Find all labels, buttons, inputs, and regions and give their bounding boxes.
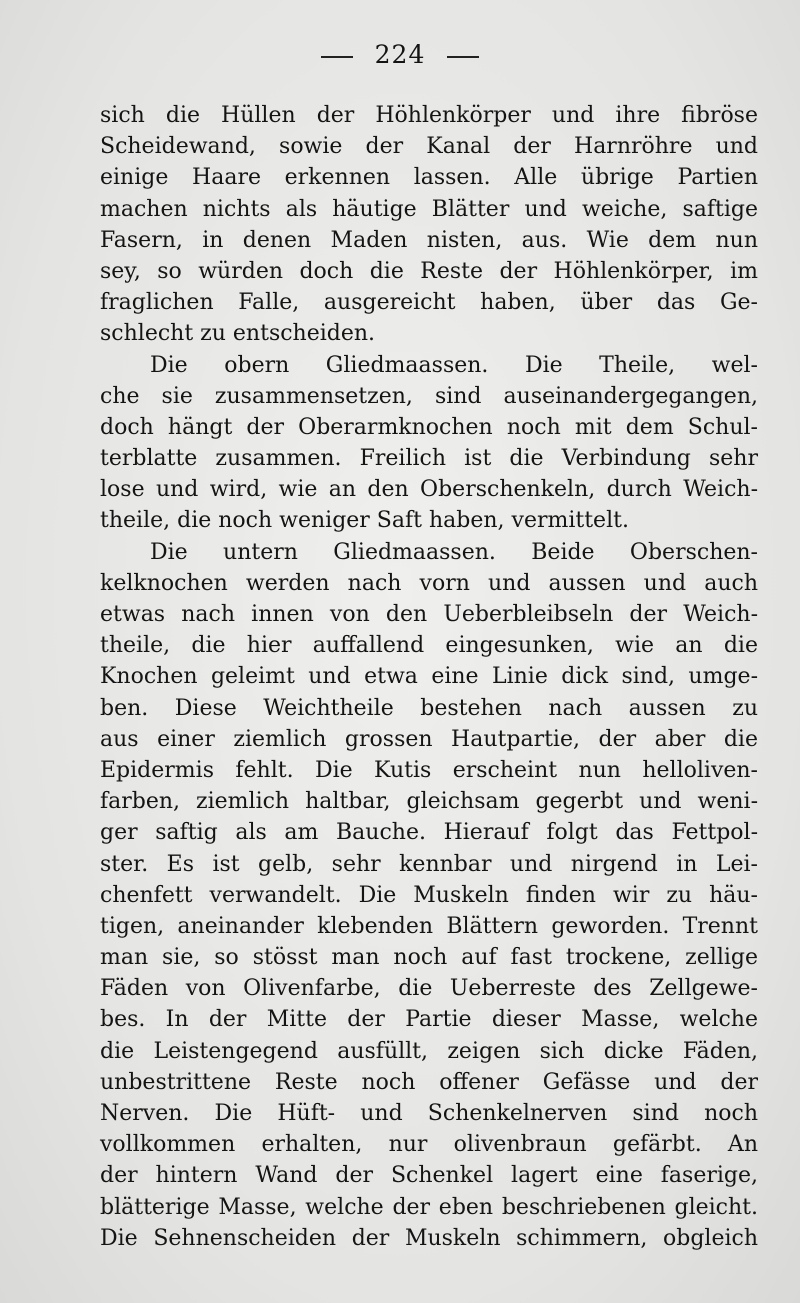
text-line: vollkommen erhalten, nur olivenbraun gefärbt. An bbox=[100, 1132, 758, 1158]
text-line: ben. Diese Weichtheile bestehen nach aussen zu bbox=[100, 695, 758, 721]
text-line: Fäden von Olivenfarbe, die Ueberreste des Zellgewe- bbox=[100, 976, 758, 1002]
text-line: Die Sehnenscheiden der Muskeln schimmern, obgleich bbox=[100, 1225, 758, 1251]
page-number: 224 bbox=[374, 40, 426, 69]
text-line: chenfett verwandelt. Die Muskeln finden wir zu häu- bbox=[100, 882, 758, 908]
text-line: machen nichts als häutige Blätter und weiche, saftige bbox=[100, 196, 758, 222]
text-line: blätterige Masse, welche der eben beschriebenen gleicht. bbox=[100, 1194, 758, 1220]
text-line: Scheidewand, sowie der Kanal der Harnröhre und bbox=[100, 134, 758, 160]
text-line: farben, ziemlich haltbar, gleichsam gegerbt und weni- bbox=[100, 789, 758, 815]
text-line: ster. Es ist gelb, sehr kennbar und nirgend in Lei- bbox=[100, 851, 758, 877]
text-line: Die untern Gliedmaassen. Beide Oberschen- bbox=[150, 539, 758, 565]
text-line: die Leistengegend ausfüllt, zeigen sich dicke Fäden, bbox=[100, 1038, 758, 1064]
text-line: lose und wird, wie an den Oberschenkeln, durch Weich- bbox=[100, 477, 758, 503]
text-line: Epidermis fehlt. Die Kutis erscheint nun helloliven- bbox=[100, 757, 758, 783]
text-line: unbestrittene Reste noch offener Gefässe und der bbox=[100, 1069, 758, 1095]
text-line: che sie zusammensetzen, sind auseinandergegangen, bbox=[100, 383, 758, 409]
header-dash-left bbox=[321, 56, 353, 58]
text-line: sich die Hüllen der Höhlenkörper und ihre fibröse bbox=[100, 103, 758, 128]
text-line: ger saftig als am Bauche. Hierauf folgt das Fettpol- bbox=[100, 820, 758, 846]
text-line: Die obern Gliedmaassen. Die Theile, wel- bbox=[150, 352, 758, 378]
text-line: kelknochen werden nach vorn und aussen und auch bbox=[100, 570, 758, 596]
text-line: sey, so würden doch die Reste der Höhlenkörper, im bbox=[100, 258, 758, 284]
text-line: theile, die noch weniger Saft haben, vermittelt. bbox=[100, 508, 629, 534]
text-line: doch hängt der Oberarmknochen noch mit dem Schul- bbox=[100, 414, 758, 440]
text-line: fraglichen Falle, ausgereicht haben, über das Ge- bbox=[100, 290, 758, 316]
text-line: terblatte zusammen. Freilich ist die Verbindung sehr bbox=[100, 446, 758, 472]
text-line: bes. In der Mitte der Partie dieser Masse, welche bbox=[100, 1007, 758, 1033]
text-line: der hintern Wand der Schenkel lagert eine faserige, bbox=[100, 1163, 758, 1189]
text-line: Fasern, in denen Maden nisten, aus. Wie dem nun bbox=[100, 227, 758, 253]
text-line: aus einer ziemlich grossen Hautpartie, der aber die bbox=[100, 726, 758, 752]
text-line: einige Haare erkennen lassen. Alle übrige Partien bbox=[100, 165, 758, 191]
body-text bbox=[100, 100, 758, 1254]
text-line: Knochen geleimt und etwa eine Linie dick sind, umge- bbox=[100, 664, 758, 690]
text-line: Nerven. Die Hüft- und Schenkelnerven sind noch bbox=[100, 1101, 758, 1126]
text-line: man sie, so stösst man noch auf fast trockene, zellige bbox=[100, 945, 758, 971]
text-line: schlecht zu entscheiden. bbox=[100, 321, 376, 347]
text-line: tigen, aneinander klebenden Blättern geworden. Trennt bbox=[100, 913, 758, 939]
text-line: theile, die hier auffallend eingesunken, wie an die bbox=[100, 633, 758, 659]
text-line: etwas nach innen von den Ueberbleibseln der Weich- bbox=[100, 602, 758, 627]
header-dash-right bbox=[447, 56, 479, 58]
page-header bbox=[0, 40, 800, 69]
